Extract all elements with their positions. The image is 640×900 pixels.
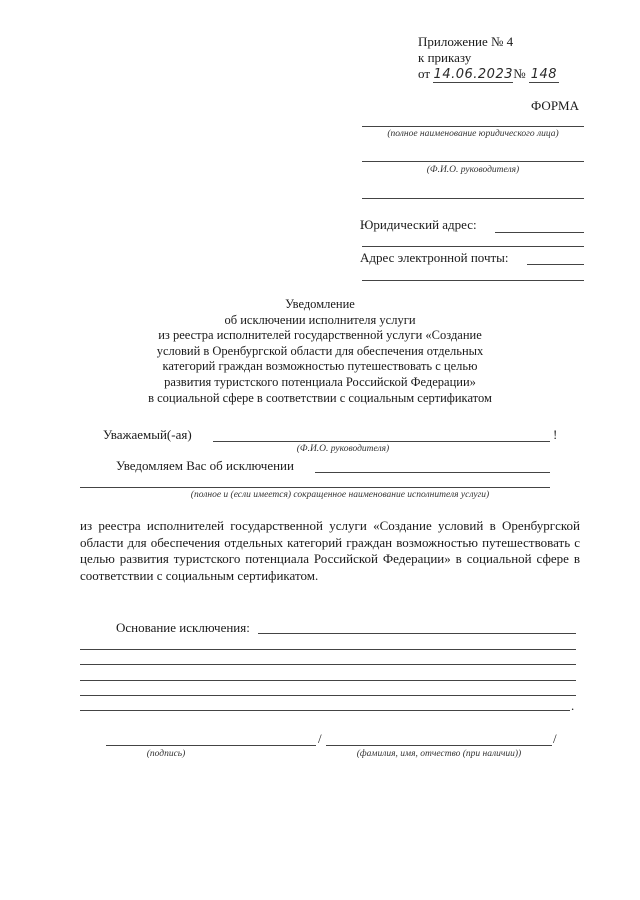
form-label: ФОРМА (531, 98, 579, 113)
basis-line-3 (80, 664, 576, 665)
notice-title-line: об исключении исполнителя услуги (224, 312, 416, 327)
order-date: 14.06.2023 (433, 67, 513, 82)
signature-slash-left: / (318, 731, 322, 746)
number-sign: № (513, 66, 526, 81)
name-caption: (фамилия, имя, отчество (при наличии)) (356, 749, 522, 759)
order-date-row (418, 66, 559, 83)
greeting-label: Уважаемый(-ая) (103, 427, 192, 442)
org-name-caption: (полное наименование юридического лица) (387, 129, 559, 139)
email-line (527, 264, 584, 265)
basis-end: . (571, 698, 575, 713)
greeting-name-line (213, 441, 550, 442)
recipient-extra-line (362, 198, 584, 199)
signature-slash-right: / (553, 731, 557, 746)
legal-address-line-2 (362, 246, 584, 247)
head-name-line (362, 161, 584, 162)
email-label: Адрес электронной почты: (360, 250, 509, 265)
to-order-label: к приказу (418, 50, 472, 65)
notice-paragraph: из реестра исполнителей государственной услуги «Создание условий в Оренбургской области для обеспечения отдельных категорий граждан возможностью путешествовать с целью развития туристского потенциала Российской Федерации» в социальной сфере в соответствии с социальным сертификатом. (80, 518, 580, 583)
basis-line-6 (80, 710, 570, 711)
notice-title-line: Уведомление (285, 297, 355, 311)
provider-caption: (полное и (если имеется) сокращенное наименование исполнителя услуги) (190, 490, 490, 500)
name-line (326, 745, 552, 746)
notice-title-line: условий в Оренбургской области для обеспечения отдельных (156, 343, 484, 358)
provider-name-line (80, 487, 550, 488)
greeting-end: ! (553, 427, 558, 442)
signature-caption: (подпись) (146, 749, 186, 759)
notice-title-line: из реестра исполнителей государственной услуги «Создание (158, 328, 482, 343)
basis-label: Основание исключения: (116, 620, 250, 635)
legal-address-line (495, 232, 584, 233)
basis-line-1 (258, 633, 576, 634)
notify-line (315, 472, 550, 473)
greeting-caption: (Ф.И.О. руководителя) (296, 444, 390, 454)
from-prefix: от (418, 66, 431, 81)
basis-line-5 (80, 695, 576, 696)
legal-address-label: Юридический адрес: (360, 217, 477, 232)
appendix-label: Приложение № 4 (418, 34, 514, 49)
notice-title-line: категорий граждан возможностью путешествовать с целью (162, 359, 478, 374)
signature-line (106, 745, 316, 746)
org-name-line (362, 126, 584, 127)
notice-title (100, 297, 540, 406)
basis-line-4 (80, 680, 576, 681)
head-name-caption: (Ф.И.О. руководителя) (426, 165, 520, 175)
email-line-2 (362, 280, 584, 281)
notice-title-line: развития туристского потенциала Российской Федерации» (164, 374, 476, 389)
notice-title-line: в социальной сфере в соответствии с социальным сертификатом (148, 390, 492, 405)
basis-line-2 (80, 649, 576, 650)
notify-text: Уведомляем Вас об исключении (116, 458, 294, 473)
order-number: 148 (530, 67, 558, 82)
